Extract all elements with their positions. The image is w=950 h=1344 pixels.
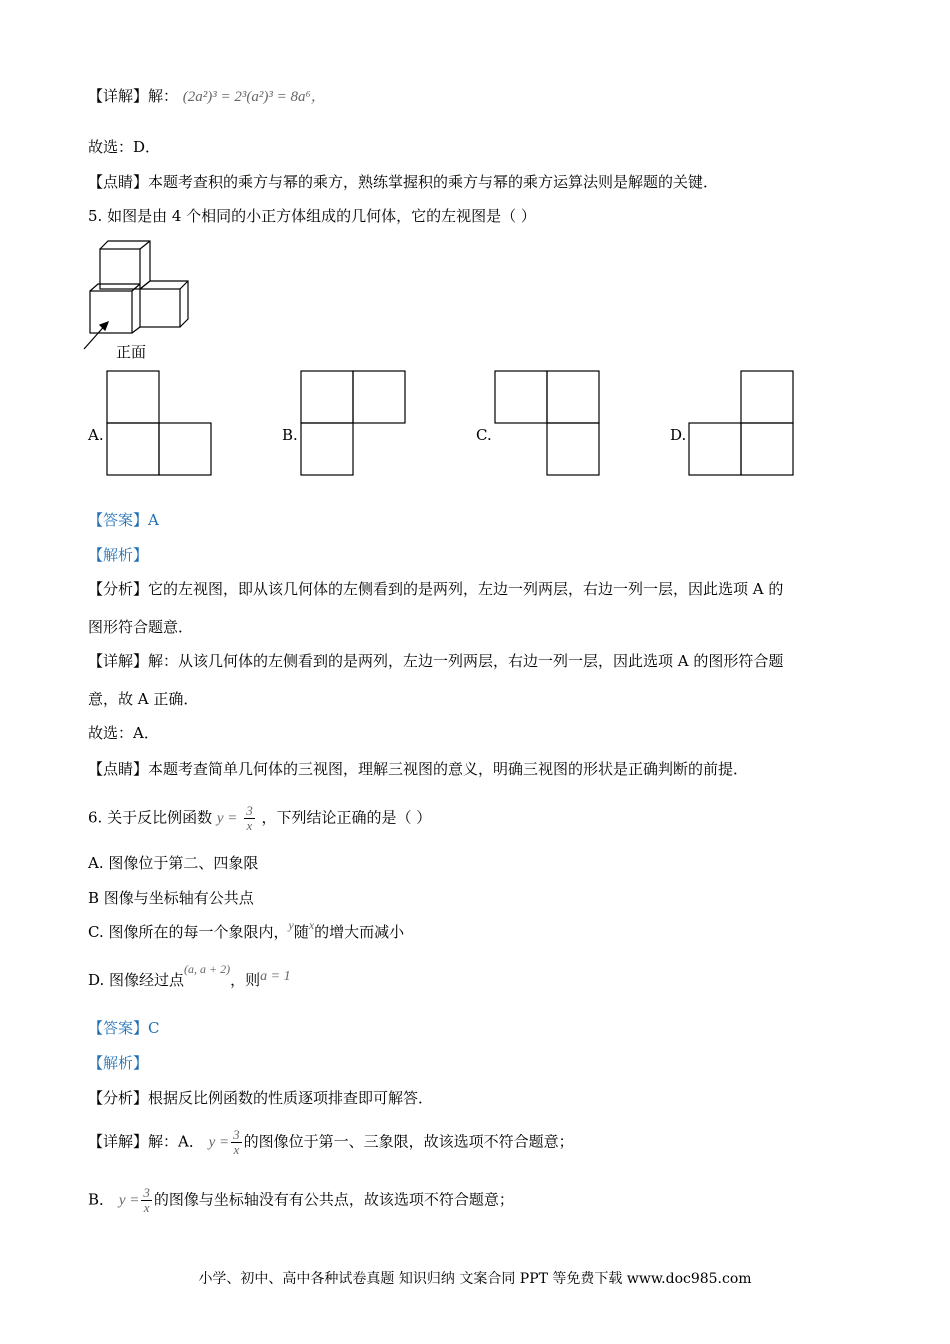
q6-option-c-y: y	[288, 918, 294, 932]
q5-option-d-label: D.	[670, 426, 687, 444]
q5-analysis-tag: 【解析】	[88, 546, 149, 564]
q6-option-d-mid: ，则	[230, 971, 261, 989]
q6-detail-b-func-y: y =	[118, 1192, 140, 1209]
q6-option-c-suffix: 的增大而减小	[314, 923, 405, 941]
q5-detail-line-1: 【详解】解：从该几何体的左侧看到的是两列，左边一列两层，右边一列一层，因此选项 A 的图形符合题	[88, 652, 784, 670]
q6-func-y: y =	[216, 810, 238, 827]
q6-stem-prefix: 6. 关于反比例函数	[88, 808, 213, 827]
q5-option-d-figure	[688, 370, 794, 476]
q6-option-a: A. 图像位于第二、四象限	[88, 854, 259, 872]
q6-detail-b	[88, 1186, 514, 1215]
q6-detail-b-den: x	[143, 1200, 150, 1215]
q5-option-c-figure	[494, 370, 600, 476]
q5-detail-line-2: 意，故 A 正确．	[88, 690, 199, 708]
q6-analysis-tag: 【解析】	[88, 1054, 149, 1072]
q6-func-den: x	[246, 818, 253, 833]
q4-comment: 【点睛】本题考查积的乘方与幂的乘方，熟练掌握积的乘方与幂的乘方运算法则是解题的关键．	[88, 173, 719, 191]
q6-detail-a-suffix: 的图像位于第一、三象限，故该选项不符合题意；	[243, 1132, 574, 1151]
q5-option-b-figure	[300, 370, 406, 476]
q6-func-num: 3	[246, 803, 253, 818]
q6-detail-a-prefix: 【详解】解：A．	[88, 1132, 204, 1151]
q6-option-c-mid: 随	[293, 923, 309, 941]
q5-option-a-label: A.	[88, 426, 104, 444]
q6-answer: 【答案】C	[88, 1019, 160, 1037]
q5-answer: 【答案】A	[88, 511, 159, 529]
q6-func-fraction	[244, 804, 255, 833]
q4-detail-line	[88, 86, 326, 107]
q6-option-c	[88, 918, 405, 943]
q6-stem-suffix: ，下列结论正确的是（ ）	[261, 808, 432, 827]
q5-option-c-label: C.	[476, 426, 492, 444]
q6-detail-a	[88, 1128, 574, 1157]
q6-detail-a-den: x	[233, 1142, 240, 1157]
q5-comment: 【点睛】本题考查简单几何体的三视图，理解三视图的意义，明确三视图的形状是正确判断的前提．	[88, 760, 749, 778]
q6-option-d-eq: a = 1	[260, 969, 291, 984]
q5-option-a-figure	[106, 370, 212, 476]
q5-stem: 5. 如图是由 4 个相同的小正方体组成的几何体，它的左视图是（ ）	[88, 207, 536, 225]
q6-detail-a-num: 3	[233, 1127, 240, 1142]
q6-option-d-prefix: D. 图像经过点	[88, 971, 185, 989]
q5-analysis-line-2: 图形符合题意．	[88, 618, 194, 636]
q4-detail-prefix: 【详解】解：	[88, 87, 179, 105]
q4-detail-formula: (2a²)³ = 2³(a²)³ = 8a⁶，	[182, 89, 326, 105]
q6-detail-b-suffix: 的图像与坐标轴没有有公共点，故该选项不符合题意；	[153, 1190, 514, 1209]
q6-detail-a-func-y: y =	[208, 1134, 230, 1151]
q6-option-b: B 图像与坐标轴有公共点	[88, 889, 254, 907]
page-footer: 小学、初中、高中各种试卷真题 知识归纳 文案合同 PPT 等免费下载 www.doc985.com	[198, 1271, 752, 1287]
q6-detail-b-prefix: B．	[88, 1190, 115, 1209]
q5-option-b-label: B.	[282, 426, 298, 444]
q6-detail-b-fraction	[141, 1186, 152, 1215]
q6-option-c-prefix: C. 图像所在的每一个象限内，	[88, 923, 289, 941]
q4-choose: 故选：D．	[88, 138, 161, 156]
q6-option-d-point: (a, a + 2)	[184, 962, 231, 976]
q6-option-d	[88, 962, 291, 992]
q6-detail-a-fraction	[231, 1128, 242, 1157]
q6-stem	[88, 804, 431, 833]
q5-analysis-line-1: 【分析】它的左视图，即从该几何体的左侧看到的是两列，左边一列两层，右边一列一层，因此选项 A 的	[88, 580, 784, 598]
q5-choose: 故选：A．	[88, 724, 159, 742]
q6-analysis: 【分析】根据反比例函数的性质逐项排查即可解答．	[88, 1089, 434, 1107]
q5-figure-label: 正面	[116, 343, 147, 361]
q6-option-c-x: x	[308, 918, 315, 932]
q6-detail-b-num: 3	[143, 1185, 150, 1200]
